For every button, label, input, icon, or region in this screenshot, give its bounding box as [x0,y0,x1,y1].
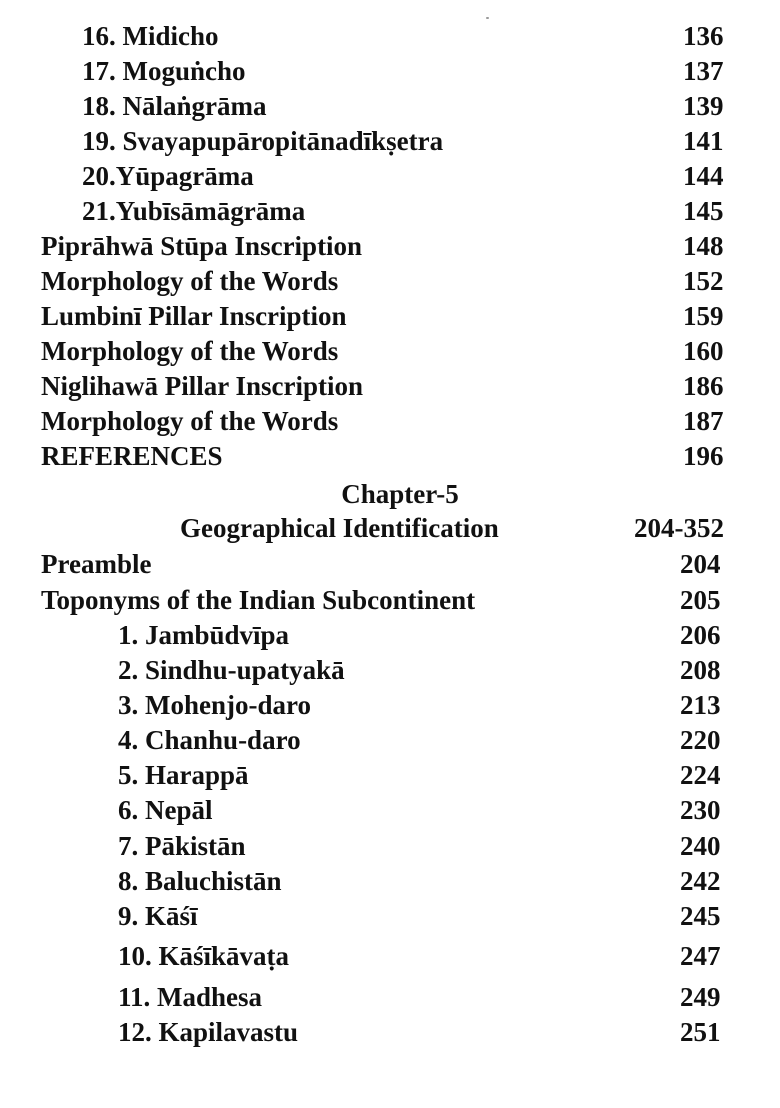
toc-entry[interactable] [82,89,732,124]
toc-entry-title: 19. Svayapupāropitānadīkṣetra [82,126,444,156]
toc-entry[interactable] [118,939,733,974]
toc-entry[interactable] [41,404,731,439]
toc-entry[interactable] [41,583,731,618]
toc-entry-page: 187 [683,406,724,436]
toc-entry-page: 205 [680,585,721,615]
toc-entry[interactable] [82,124,732,159]
toc-entry-title: 3. Mohenjo-daro [118,690,311,720]
toc-entry[interactable] [41,369,731,404]
toc-entry-title: 18. Nālaṅgrāma [82,91,267,121]
toc-entry-title: 6. Nepāl [118,795,213,825]
toc-entry-page: 160 [683,336,724,366]
toc-entry-title: 10. Kāśīkāvaṭa [118,941,290,971]
toc-entry-page: 249 [680,982,721,1012]
toc-entry-page: 141 [683,126,724,156]
toc-entry-page: 247 [680,941,721,971]
toc-entry[interactable] [41,299,731,334]
toc-entry[interactable] [118,723,733,758]
toc-entry-page: 213 [680,690,721,720]
toc-entry[interactable] [82,19,732,54]
toc-entry[interactable] [41,229,731,264]
toc-entry[interactable] [118,653,733,688]
toc-entry-page: 148 [683,231,724,261]
toc-entry-page: 139 [683,91,724,121]
toc-entry[interactable] [118,864,733,899]
toc-entry-title: 11. Madhesa [118,982,263,1012]
toc-entry-title: 12. Kapilavastu [118,1017,299,1047]
toc-entry-page: 230 [680,795,721,825]
toc-entry-title: 7. Pākistān [118,831,246,861]
toc-entry[interactable] [118,618,733,653]
toc-entry-page: 145 [683,196,724,226]
toc-entry-page: 251 [680,1017,721,1047]
toc-entry-title: Piprāhwā Stūpa Inscription [41,231,363,261]
toc-entry-title: Preamble [41,549,152,579]
toc-entry-title: Niglihawā Pillar Inscription [41,371,364,401]
toc-entry-page: 136 [683,21,724,51]
toc-entry-page: 240 [680,831,721,861]
toc-entry[interactable] [82,159,732,194]
toc-entry-title: Morphology of the Words [41,266,339,296]
toc-entry-page: 220 [680,725,721,755]
toc-entry-page: 196 [683,441,724,471]
toc-entry-page: 137 [683,56,724,86]
toc-entry[interactable] [118,829,733,864]
toc-entry-page: 204 [680,549,721,579]
toc-entry-title: 21.Yubīsāmāgrāma [82,196,306,226]
toc-entry-page: 208 [680,655,721,685]
toc-entry-title: Toponyms of the Indian Subcontinent [41,585,476,615]
chapter-page-range: 204-352 [634,513,724,543]
toc-entry[interactable] [118,758,733,793]
toc-entry-page: 224 [680,760,721,790]
toc-entry[interactable] [41,334,731,369]
toc-entry-page: 144 [683,161,724,191]
toc-entry-title: 16. Midicho [82,21,219,51]
toc-entry-title: 1. Jambūdvīpa [118,620,290,650]
toc-entry-page: 159 [683,301,724,331]
toc-entry[interactable] [118,980,733,1015]
toc-entry[interactable] [41,439,731,474]
toc-entry-title: REFERENCES [41,441,223,471]
toc-entry[interactable] [41,264,731,299]
toc-entry-title: 5. Harappā [118,760,249,790]
toc-entry-title: 8. Baluchistān [118,866,282,896]
toc-entry-page: 152 [683,266,724,296]
toc-entry-page: 245 [680,901,721,931]
toc-entry[interactable] [118,1015,733,1050]
toc-entry[interactable] [118,688,733,723]
toc-entry-title: 4. Chanhu-daro [118,725,301,755]
toc-entry-title: Morphology of the Words [41,406,339,436]
toc-entry-title: Lumbinī Pillar Inscription [41,301,347,331]
toc-entry-page: 186 [683,371,724,401]
toc-entry-page: 206 [680,620,721,650]
toc-entry-title: 9. Kāśī [118,901,198,931]
toc-entry-title: 17. Moguṅcho [82,56,246,86]
chapter-title[interactable]: Geographical Identification [180,513,499,543]
toc-entry[interactable] [41,547,731,582]
toc-entry-title: Morphology of the Words [41,336,339,366]
toc-entry[interactable] [82,194,732,229]
toc-entry[interactable] [82,54,732,89]
toc-entry-title: 20.Yūpagrāma [82,161,254,191]
toc-entry[interactable] [118,793,733,828]
toc-entry-title: 2. Sindhu-upatyakā [118,655,345,685]
toc-entry-page: 242 [680,866,721,896]
chapter-heading: Chapter-5 [341,479,459,509]
toc-entry[interactable] [118,899,733,934]
